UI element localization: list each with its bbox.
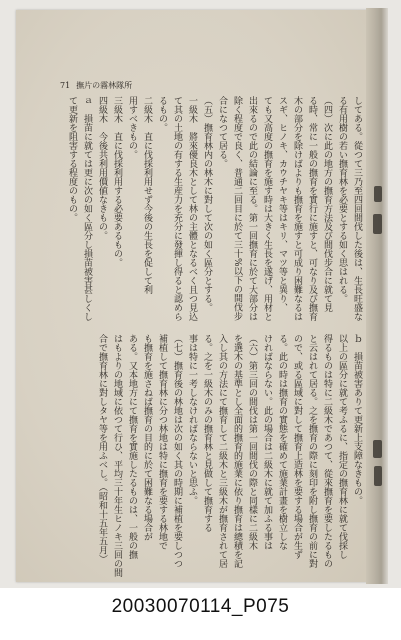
text-column: 入し其の方法にて撫育して二級木と三級木が撫育されて居	[217, 334, 227, 568]
text-column: ければならない。此の場合は二級木に就て加ふる事は	[262, 334, 272, 550]
text-column: る。之を一級木のみの撫育林と見做して撫育する	[202, 334, 212, 532]
text-column: （六）第三回の間伐は第一回間伐の際と同樣に二級木	[247, 334, 257, 550]
tape-mark	[373, 214, 382, 234]
page-number: 71	[60, 81, 71, 90]
text-column: （四）次に此の地方の撫育方法及び間伐步合に就て見	[322, 96, 332, 312]
running-header-title: 撫片の霧林隊所	[76, 81, 133, 90]
text-column: るもの。	[157, 96, 167, 132]
text-column: を選木の基準とし全面的撫育的施業に依り撫育は總積を記	[232, 334, 242, 568]
text-column: ので、或る區域に對して撫育上造林を要する場合が生ず	[292, 334, 302, 559]
image-caption: 20030070114_P075	[111, 596, 290, 617]
text-column: 出來るので此の結論に至る。第一回撫育に於て大部分は	[247, 96, 257, 321]
text-column: 事は特に一考しなければならないと思ふ。	[187, 334, 197, 505]
text-column: て更新を阻害する程度のもの。	[67, 96, 77, 222]
text-column: ｂ 損苗被害ありて更新上支障なきもの。	[352, 334, 362, 505]
upper-text-block	[64, 96, 364, 322]
text-column: 合になつて居る。	[217, 96, 227, 168]
text-column: （七）撫育後の林地は次の如く其の時期に補植を要しつつ	[172, 334, 182, 568]
text-column: ａ 損苗に就ては更に次の如く區分し損苗被害甚しくし	[82, 96, 92, 321]
text-column: 補植して撫育林に分つ林地は特に撫育を要する林地で	[157, 334, 167, 550]
text-column: る時、常に一般の撫育を實行に施すと、可なり及び撫育	[307, 96, 317, 321]
text-column: 木の部分を除けばよりも撫育を施すと可成り困難なるは	[292, 96, 302, 321]
text-column: 四級木 今後共利用價値なきもの。	[97, 96, 107, 240]
text-column: も撫育を施さねば撫育の目的に於て困難なる場合が	[142, 334, 152, 541]
text-column: 三級木 直に伐採利用する必要あるもの。	[112, 96, 122, 267]
tape-mark	[374, 186, 382, 202]
text-column: 用すべきもの。	[127, 96, 137, 159]
tape-mark	[374, 466, 382, 486]
text-column: て其の土地の有する生産力を充分に發揮し得ると認めら	[172, 96, 182, 321]
text-column: 以上の區分に就て考ふるに、指定の撫育林に就て伐採し	[337, 334, 347, 559]
text-column: 除く程度で良く、普通二回目に於て三十%以下の間伐步	[232, 96, 242, 321]
running-header	[60, 80, 150, 92]
page-binding-edge	[366, 8, 388, 584]
text-column: はもよりの地域に依つて行ひ、平均三十年生ヒノキ三回の間	[112, 334, 122, 577]
text-column: 一級木 將來優良木として林の主體となるべく且つ見込	[187, 96, 197, 321]
text-column: 二級木 直に伐採利用せず今後の生長を促して利	[142, 96, 152, 294]
text-column: スギ、ヒノキ、カウチヤキ等はキリ、マツ等と異り、	[277, 96, 287, 312]
text-column: してある。從つて三乃至四回間伐した後は、生長旺盛な	[352, 96, 362, 321]
text-column: る有用樹の若い撫育林を必要とする如く思はれる。	[337, 96, 347, 303]
text-column: 得るものは特に二級木であつて、從來撫育を要したるもの	[322, 334, 332, 568]
text-column: ある。又本地方にて撫育を實施したるものは、一般の撫	[127, 334, 137, 559]
tape-mark	[373, 440, 382, 458]
text-column: ても又高度の撫育を施す時は大きく生長を遂げ、用材と	[262, 96, 272, 321]
text-column: と云はれて居る。之を撫育の際に刻印を附し撫育の前に對	[307, 334, 317, 568]
lower-text-block	[94, 334, 364, 578]
text-column: 合で撫育林に對しタヤ等を用ふべし。（昭和十五年五月）	[97, 334, 107, 564]
text-column: （五）撫育林内の林木に對して次の如く區分とする。	[202, 96, 212, 312]
text-column: る。此の時は撫育の實態を確めて施業計畫を樹立しな	[277, 334, 287, 550]
